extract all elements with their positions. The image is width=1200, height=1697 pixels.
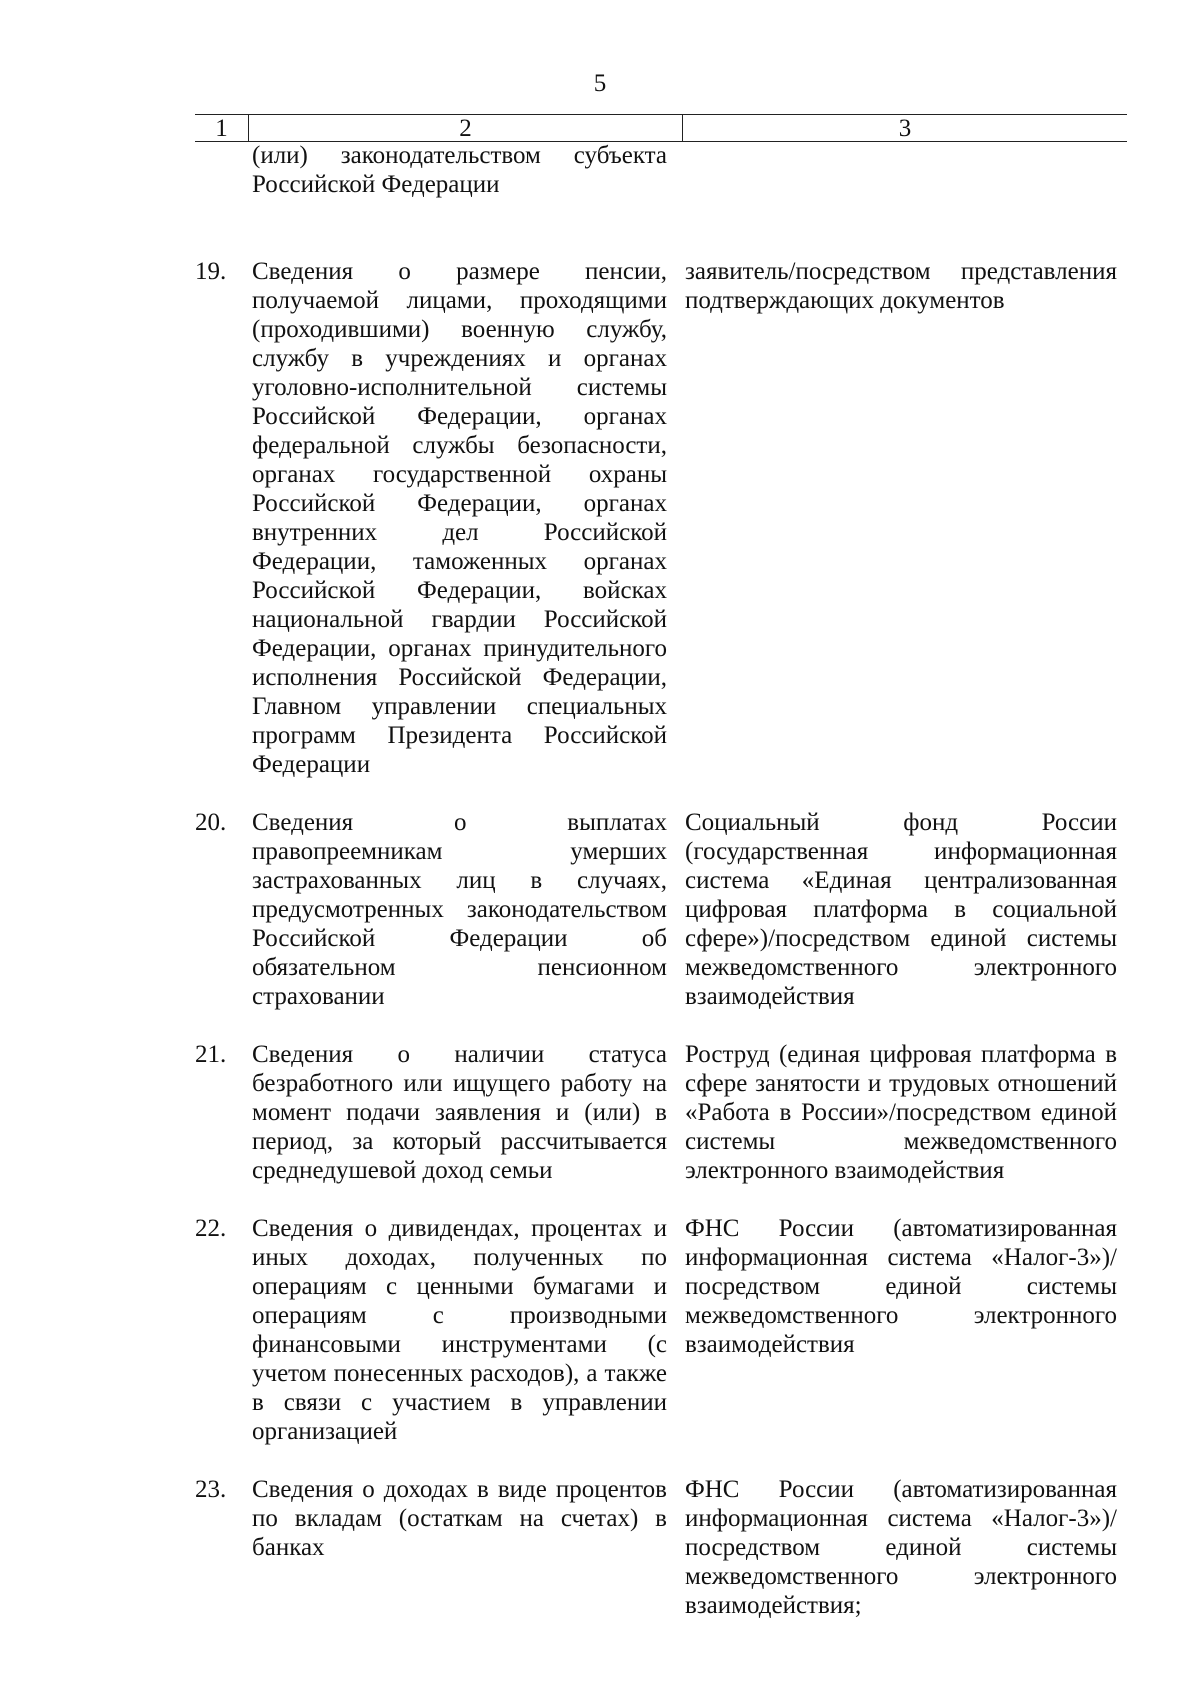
- row-source-cell: Роструд (единая цифровая платформа в сфере занятости и трудовых отношений «Работа в России»/посредством единой системы межведомственного электронного взаимодействия: [685, 1041, 1117, 1184]
- row-info-cell: Сведения о наличии статуса безработного или ищущего работу на момент подачи заявления и (или) в период, за который рассчитывается среднедушевой доход семьи: [252, 1041, 667, 1184]
- row-info-cell: Сведения о дивидендах, процентах и иных доходах, полученных по операциям с ценными бумагами и операциям с производными финансовыми инструментами (с учетом понесенных расходов), а также в связи с участием в управлении организацией: [252, 1215, 667, 1445]
- row-number: 23.: [195, 1476, 227, 1503]
- row-info-cell: (или) законодательством субъекта Российской Федерации: [252, 142, 667, 198]
- table-row: [195, 1040, 1127, 1185]
- table-body: [195, 141, 1127, 1620]
- row-source-cell: ФНС России (автоматизированная информационная система «Налог-3»)/посредством единой системы межведомственного электронного взаимодействия;: [685, 1476, 1117, 1619]
- row-number: [195, 141, 252, 199]
- table-row: [195, 1475, 1127, 1620]
- table-row: [195, 808, 1127, 1011]
- row-number: 22.: [195, 1215, 227, 1242]
- table-row: [195, 257, 1127, 779]
- row-info-cell: Сведения о размере пенсии, получаемой лицами, проходящими (проходившими) военную службу, службу в учреждениях и органах уголовно-исполнительной системы Российской Федерации, органах федеральной службы безопасности, органах государственной охраны Российской Федерации, органах внутренних дел Российской Федерации, таможенных органах Российской Федерации, войсках национальной гвардии Российской Федерации, органах принудительного исполнения Российской Федерации, Главном управлении специальных программ Президента Российской Федерации: [252, 258, 667, 778]
- row-source-cell: заявитель/посредством представления подтверждающих документов: [685, 258, 1117, 314]
- table-header-row: [195, 114, 1127, 142]
- row-number: 21.: [195, 1041, 227, 1068]
- row-info-cell: Сведения о выплатах правопреемникам умерших застрахованных лиц в случаях, предусмотренных законодательством Российской Федерации об обязательном пенсионном страховании: [252, 809, 667, 1010]
- row-number: 20.: [195, 809, 227, 836]
- header-col-3: 3: [898, 115, 912, 142]
- table-row: [195, 1214, 1127, 1446]
- row-source-cell: Социальный фонд России (государственная информационная система «Единая централизованная цифровая платформа в социальной сфере»)/посредством единой системы межведомственного электронного взаимодействия: [685, 809, 1117, 1010]
- row-source-cell: ФНС России (автоматизированная информационная система «Налог-3»)/посредством единой системы межведомственного электронного взаимодействия: [685, 1215, 1117, 1358]
- table-row: [195, 141, 1127, 199]
- header-col-1: 1: [195, 115, 249, 141]
- row-source-cell: [685, 141, 1117, 199]
- row-number: 19.: [195, 258, 227, 285]
- page-number: 5: [593, 70, 607, 97]
- row-info-cell: Сведения о доходах в виде процентов по вкладам (остаткам на счетах) в банках: [252, 1476, 667, 1561]
- header-col-2: 2: [249, 115, 683, 141]
